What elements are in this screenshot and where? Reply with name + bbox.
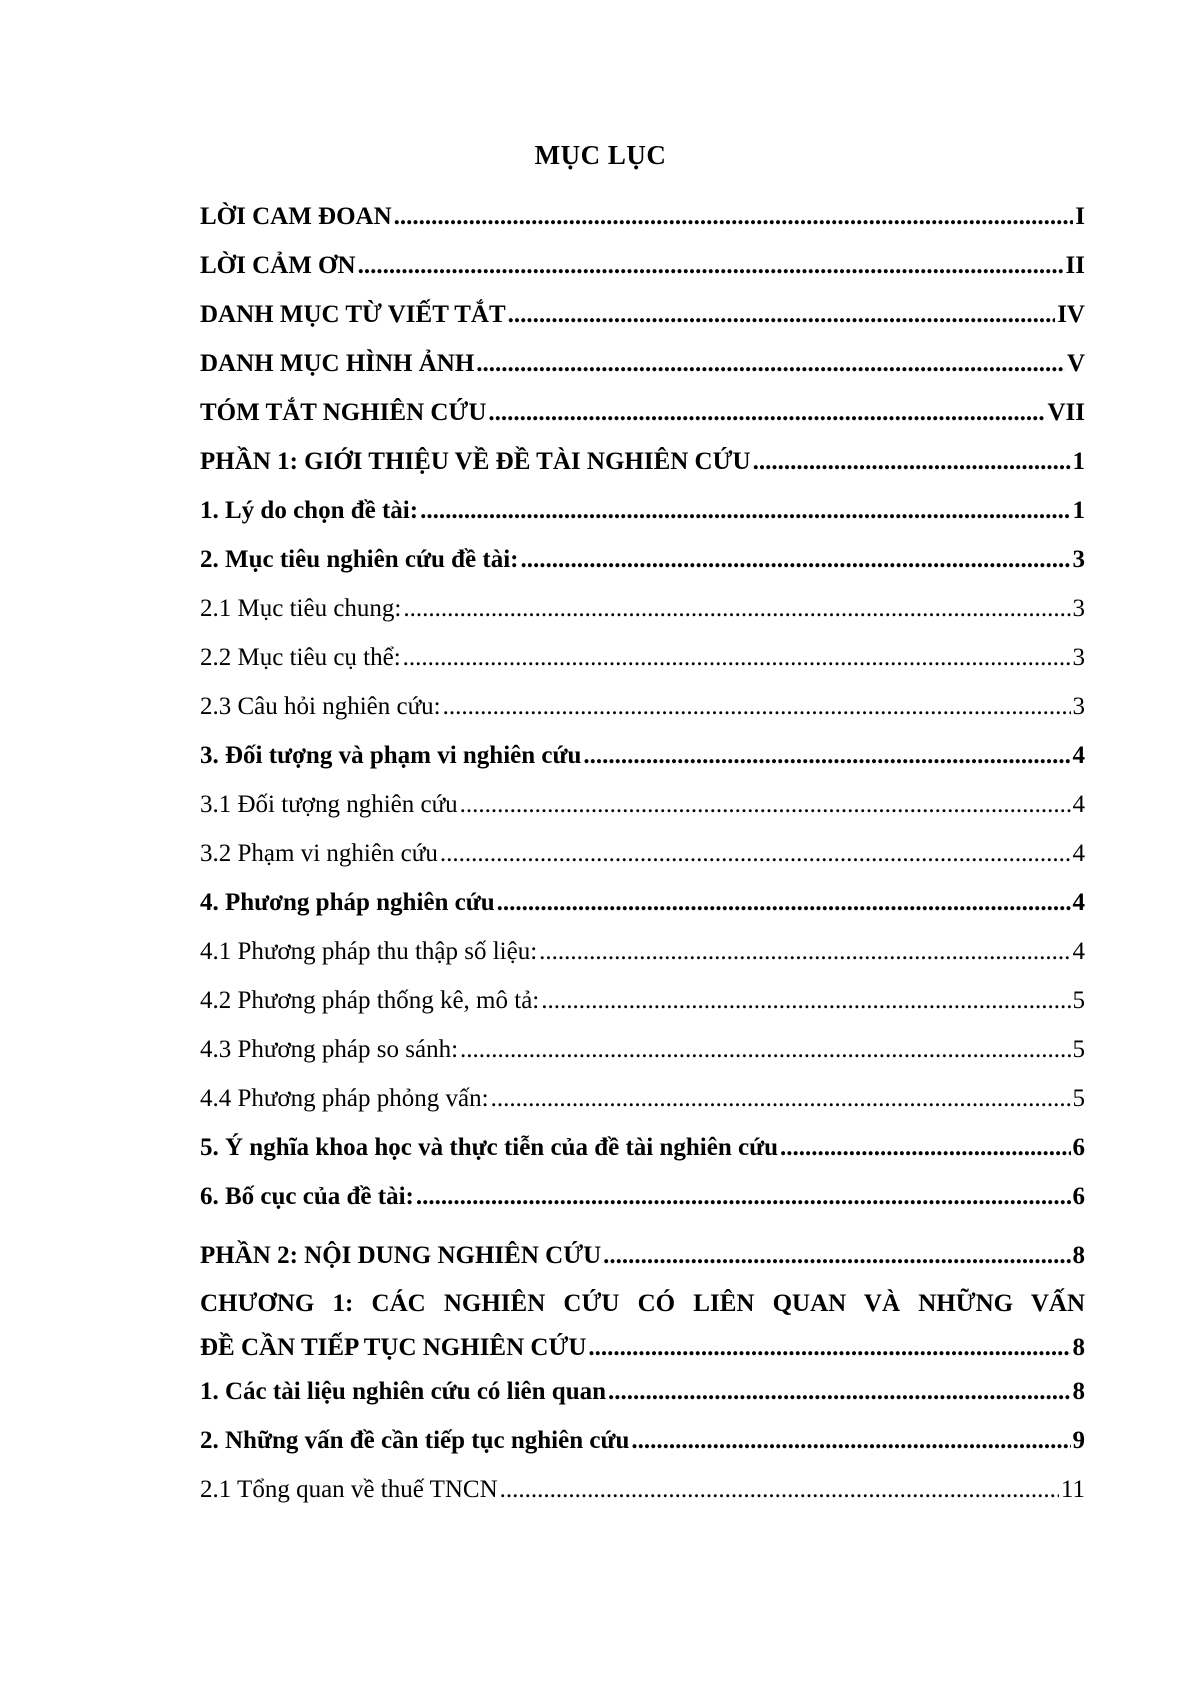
toc-entry-page: 5: [1072, 1036, 1085, 1063]
toc-entry-title: 3. Đối tượng và phạm vi nghiên cứu: [200, 742, 582, 769]
dot-leader: [358, 249, 1064, 283]
toc-entry[interactable]: [200, 1375, 1085, 1409]
toc-entry[interactable]: [200, 445, 1085, 479]
toc-entry-title-line1: CHƯƠNG 1: CÁC NGHIÊN CỨU CÓ LIÊN QUAN VÀ NHỮNG VẤN: [200, 1290, 1085, 1317]
toc-entry-page: 3: [1072, 644, 1085, 671]
toc-entry[interactable]: [200, 1082, 1085, 1116]
dot-leader: [420, 494, 1070, 528]
toc-entry[interactable]: [200, 788, 1085, 822]
page-title: MỤC LỤC: [534, 140, 667, 170]
toc-entry[interactable]: [200, 886, 1085, 920]
dot-leader: [491, 1082, 1071, 1116]
dot-leader: [403, 592, 1070, 626]
toc-entry-title: TÓM TẮT NGHIÊN CỨU: [200, 399, 487, 426]
toc-entry-page: VII: [1047, 399, 1085, 426]
toc-entry[interactable]: [200, 298, 1085, 332]
dot-leader: [541, 984, 1070, 1018]
toc-entry-page: IV: [1057, 301, 1085, 328]
dot-leader: [476, 347, 1065, 381]
dot-leader: [403, 641, 1071, 675]
toc-entry-title: 2.1 Mục tiêu chung:: [200, 595, 402, 622]
toc-entry-page: 3: [1072, 693, 1085, 720]
toc-entry-page: 3: [1072, 546, 1085, 573]
dot-leader: [488, 396, 1045, 430]
toc-entry[interactable]: [200, 592, 1085, 626]
toc-entry-page: 5: [1072, 987, 1085, 1014]
toc-entry-title: 1. Lý do chọn đề tài:: [200, 497, 419, 524]
toc-entry-title: DANH MỤC TỪ VIẾT TẮT: [200, 301, 506, 328]
toc-entry-page: 11: [1060, 1476, 1085, 1503]
toc-entry-title: 5. Ý nghĩa khoa học và thực tiễn của đề tài nghiên cứu: [200, 1134, 778, 1161]
toc-entry-title: LỜI CAM ĐOAN: [200, 203, 392, 230]
toc-entry-title: 4.4 Phương pháp phỏng vấn:: [200, 1085, 489, 1112]
toc-entry-title: 2.2 Mục tiêu cụ thể:: [200, 644, 401, 671]
toc-entry-title: LỜI CẢM ƠN: [200, 252, 356, 279]
dot-leader: [520, 543, 1070, 577]
dot-leader: [497, 886, 1071, 920]
toc-entry-title: 2. Những vấn đề cần tiếp tục nghiên cứu: [200, 1427, 630, 1454]
toc-entry[interactable]: [200, 347, 1085, 381]
toc-entry-page: 6: [1072, 1183, 1085, 1210]
toc-entry-title: 3.1 Đối tượng nghiên cứu: [200, 791, 458, 818]
toc-entry[interactable]: [200, 1180, 1085, 1214]
toc-entry[interactable]: [200, 1239, 1085, 1273]
toc-entry-page: 1: [1072, 448, 1085, 475]
toc-entry-title: 2.3 Câu hỏi nghiên cứu:: [200, 693, 441, 720]
dot-leader: [500, 1473, 1059, 1507]
toc-entry-title: 2. Mục tiêu nghiên cứu đề tài:: [200, 546, 519, 573]
toc-entry-title: PHẦN 2: NỘI DUNG NGHIÊN CỨU: [200, 1242, 602, 1269]
dot-leader: [583, 739, 1070, 773]
dot-leader: [753, 445, 1071, 479]
toc-entry[interactable]: [200, 739, 1085, 773]
dot-leader: [603, 1239, 1070, 1273]
toc-entry[interactable]: [200, 935, 1085, 969]
dot-leader: [460, 1033, 1070, 1067]
toc-entry-page: 1: [1072, 497, 1085, 524]
toc-entry-page: 5: [1072, 1085, 1085, 1112]
dot-leader: [588, 1331, 1070, 1365]
toc-entry-page: 8: [1072, 1242, 1085, 1269]
toc-entry-title: 6. Bố cục của đề tài:: [200, 1183, 414, 1210]
toc-entry[interactable]: [200, 1033, 1085, 1067]
toc-entry-title: 4. Phương pháp nghiên cứu: [200, 889, 495, 916]
toc-entry-page: 3: [1072, 595, 1085, 622]
toc-entry-title: 4.2 Phương pháp thống kê, mô tả:: [200, 987, 540, 1014]
toc-entry-title: 1. Các tài liệu nghiên cứu có liên quan: [200, 1378, 607, 1405]
toc-entry[interactable]: [200, 641, 1085, 675]
toc-entry[interactable]: [200, 837, 1085, 871]
toc-entry-page: 4: [1072, 889, 1085, 916]
dot-leader: [416, 1180, 1071, 1214]
toc-entry-title-line2: ĐỀ CẦN TIẾP TỤC NGHIÊN CỨU: [200, 1334, 587, 1361]
toc-entry-title: 2.1 Tổng quan về thuế TNCN: [200, 1476, 498, 1503]
dot-leader: [608, 1375, 1070, 1409]
toc-entry[interactable]: [200, 396, 1085, 430]
toc-entry[interactable]: [200, 249, 1085, 283]
toc-entry-title: 3.2 Phạm vi nghiên cứu: [200, 840, 438, 867]
toc-entry-chapter[interactable]: [200, 1287, 1085, 1365]
toc-entry[interactable]: [200, 200, 1085, 234]
dot-leader: [508, 298, 1056, 332]
dot-leader: [443, 690, 1071, 724]
toc-entry-page: 4: [1072, 791, 1085, 818]
toc-entry[interactable]: [200, 984, 1085, 1018]
toc-entry-page: 8: [1072, 1334, 1085, 1361]
dot-leader: [440, 837, 1071, 871]
toc-entry-page: 9: [1072, 1427, 1085, 1454]
toc-entry[interactable]: [200, 494, 1085, 528]
dot-leader: [631, 1424, 1070, 1458]
dot-leader: [780, 1131, 1071, 1165]
toc-entry[interactable]: [200, 1473, 1085, 1507]
toc-entry-page: II: [1065, 252, 1085, 279]
toc-entry-page: 8: [1072, 1378, 1085, 1405]
toc-entry-page: I: [1075, 203, 1085, 230]
toc-entry-title: PHẦN 1: GIỚI THIỆU VỀ ĐỀ TÀI NGHIÊN CỨU: [200, 448, 751, 475]
toc-entry[interactable]: [200, 690, 1085, 724]
toc-entry[interactable]: [200, 543, 1085, 577]
toc-entry-page: 6: [1072, 1134, 1085, 1161]
toc-entry-page: 4: [1072, 938, 1085, 965]
toc-entry-page: 4: [1072, 840, 1085, 867]
toc-entry[interactable]: [200, 1131, 1085, 1165]
toc-entry-title: 4.3 Phương pháp so sánh:: [200, 1036, 459, 1063]
toc-entry-page: V: [1066, 350, 1085, 377]
toc-entry-page: 4: [1072, 742, 1085, 769]
toc-entry-title: DANH MỤC HÌNH ẢNH: [200, 350, 475, 377]
dot-leader: [394, 200, 1074, 234]
toc-entry-title: 4.1 Phương pháp thu thập số liệu:: [200, 938, 538, 965]
dot-leader: [539, 935, 1070, 969]
dot-leader: [460, 788, 1071, 822]
toc-entry[interactable]: [200, 1424, 1085, 1458]
